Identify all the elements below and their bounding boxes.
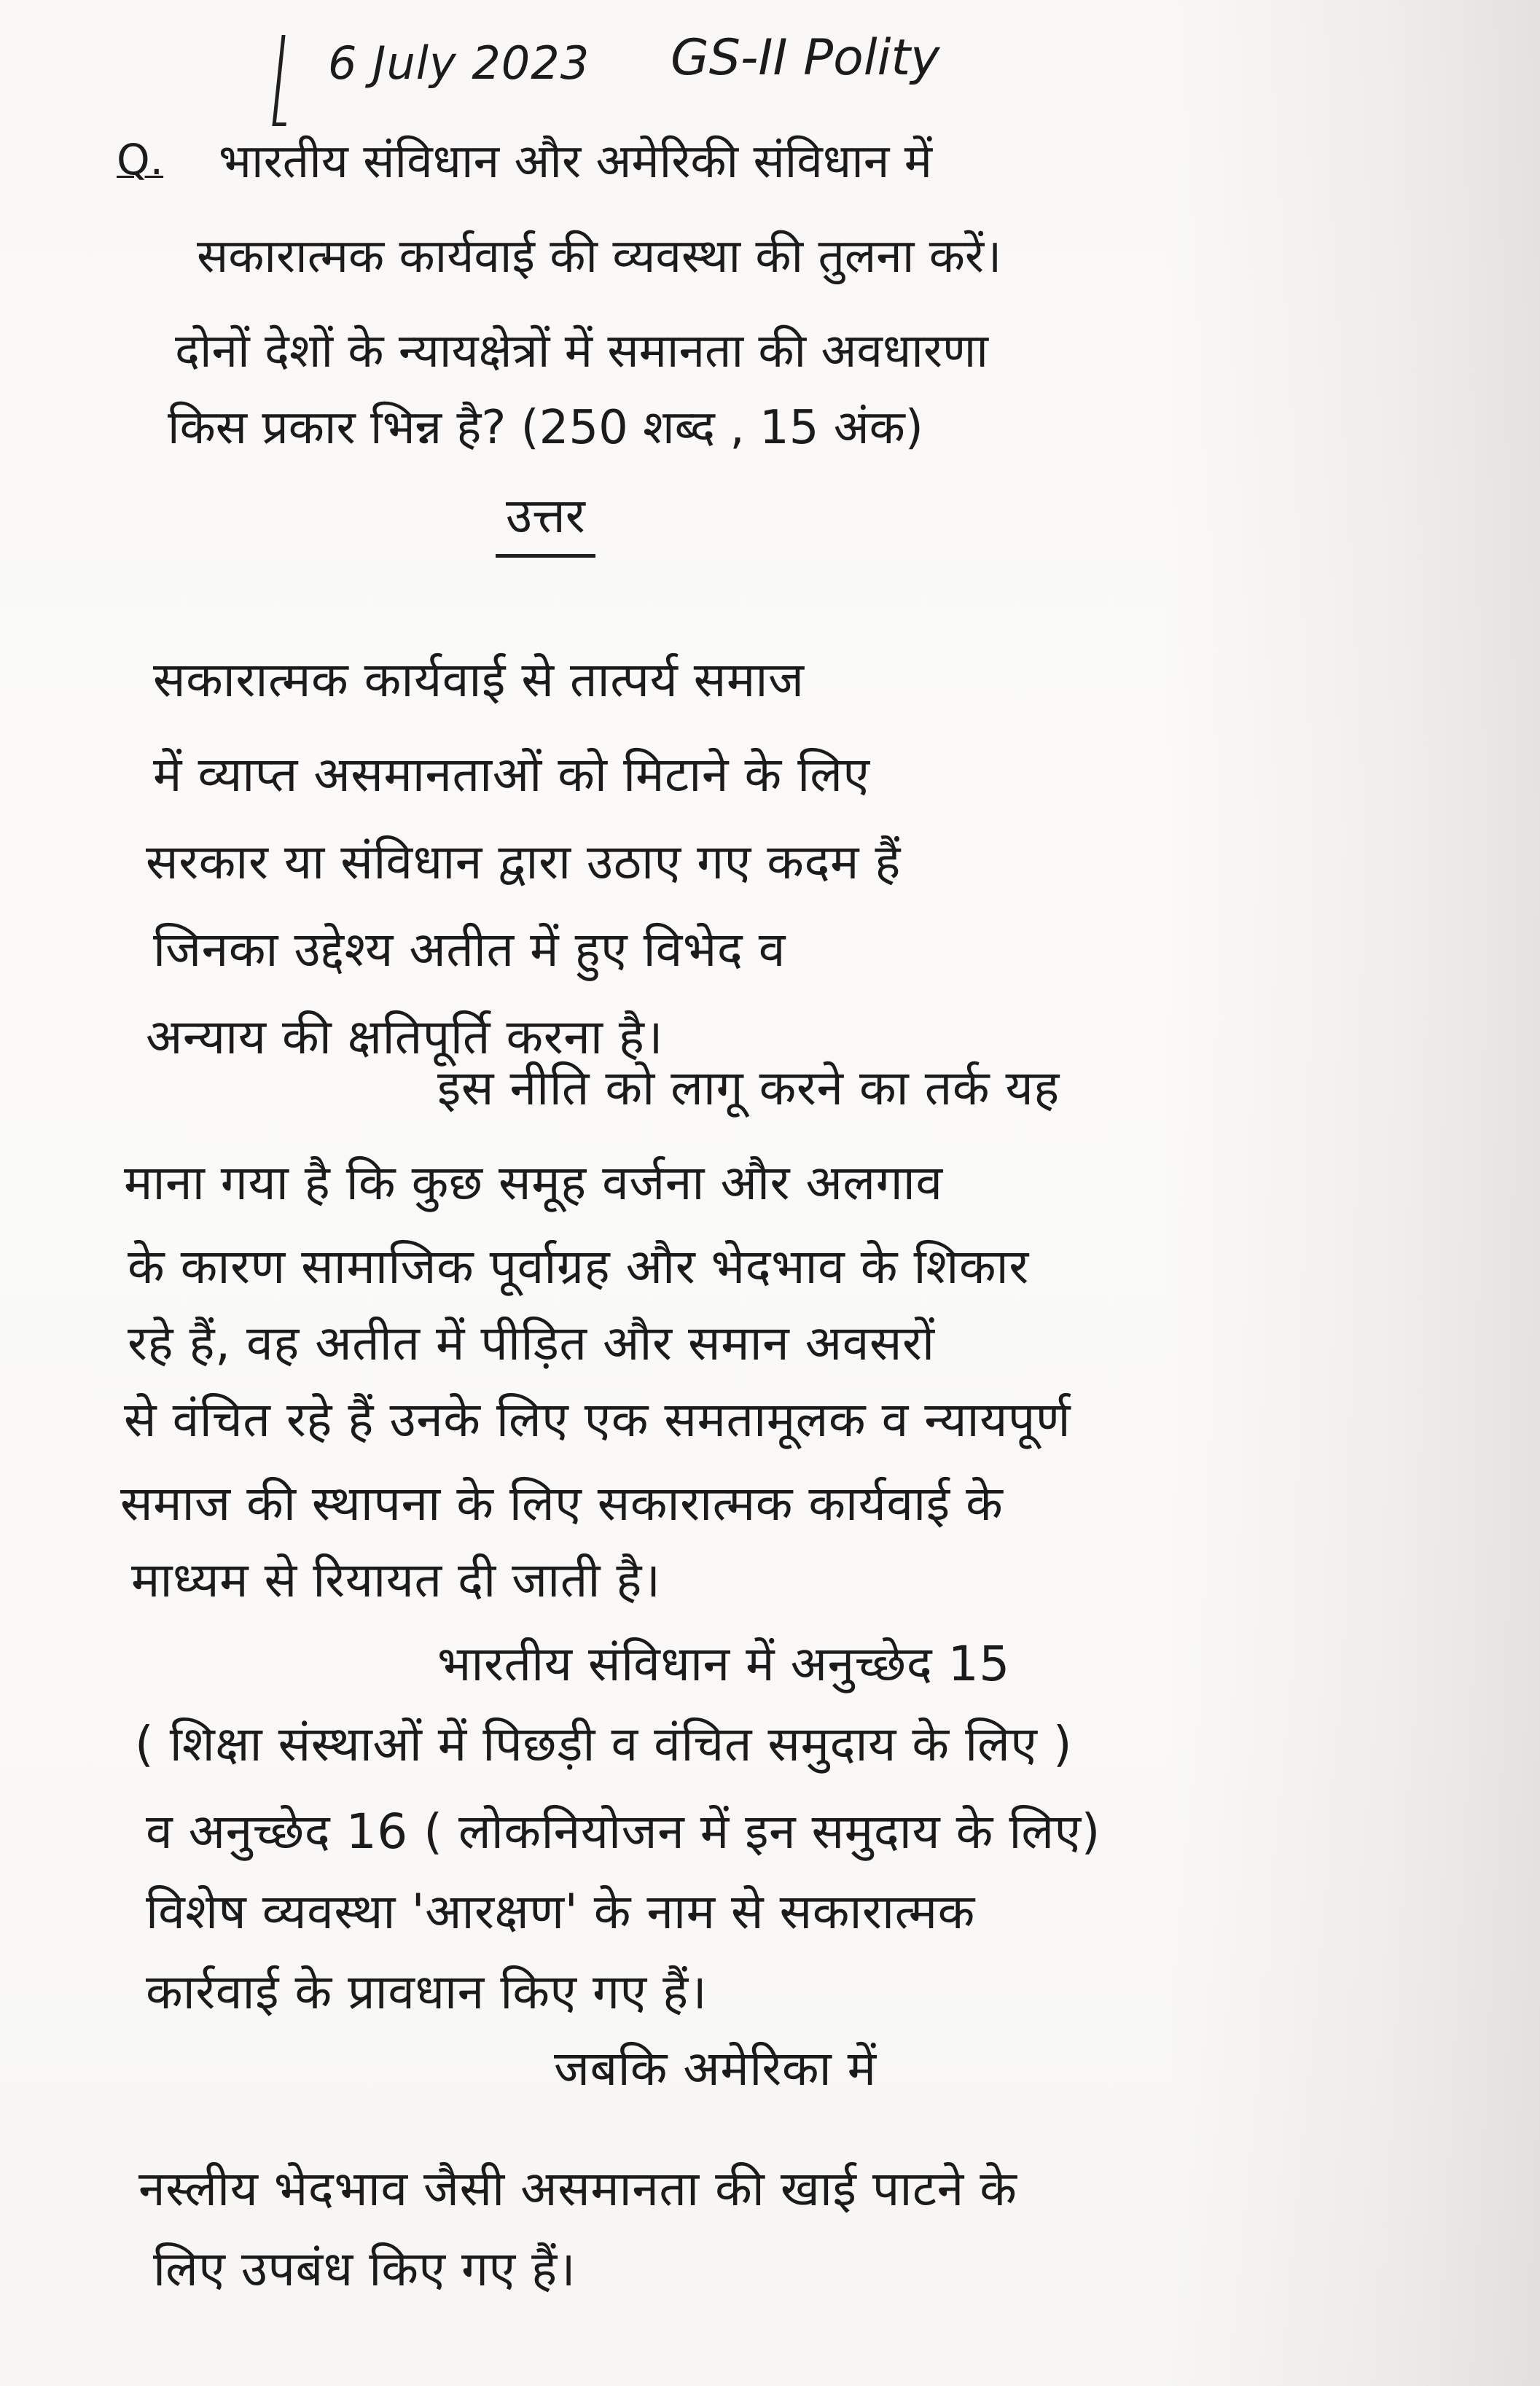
question-line: भारतीय संविधान और अमेरिकी संविधान में	[219, 135, 932, 189]
header-date: 6 July 2023	[328, 36, 590, 90]
answer-line: इस नीति को लागू करने का तर्क यह	[437, 1060, 1060, 1116]
answer-line: जबकि अमेरिका में	[554, 2040, 877, 2097]
answer-line: के कारण सामाजिक पूर्वाग्रह और भेदभाव के शिकार	[128, 1239, 1029, 1295]
header-bracket-mark	[272, 35, 295, 126]
answer-line: रहे हैं, वह अतीत में पीड़ित और समान अवसरों	[128, 1315, 935, 1371]
question-line: सकारात्मक कार्यवाई की व्यवस्था की तुलना करें।	[197, 230, 1002, 284]
answer-line: भारतीय संविधान में अनुच्छेद 15	[437, 1636, 1010, 1692]
question-line: दोनों देशों के न्यायक्षेत्रों में समानता की अवधारणा	[175, 324, 988, 378]
answer-line: ( शिक्षा संस्थाओं में पिछड़ी व वंचित समुदाय के लिए )	[135, 1716, 1073, 1772]
answer-line: से वंचित रहे हैं उनके लिए एक समतामूलक व न्यायपूर्ण	[124, 1392, 1071, 1448]
answer-heading: उत्तर	[496, 481, 595, 558]
answer-line: लिए उपबंध किए गए हैं।	[153, 2241, 576, 2297]
answer-line: में व्याप्त असमानताओं को मिटाने के लिए	[153, 746, 870, 803]
answer-line: सरकार या संविधान द्वारा उठाए गए कदम हैं	[146, 834, 901, 890]
question-line: किस प्रकार भिन्न है? (250 शब्द , 15 अंक)	[168, 401, 923, 455]
answer-line: समाज की स्थापना के लिए सकारात्मक कार्यवाई के	[120, 1475, 1004, 1532]
answer-line: अन्याय की क्षतिपूर्ति करना है।	[146, 1009, 663, 1065]
answer-line: जिनका उद्देश्य अतीत में हुए विभेद व	[153, 921, 786, 978]
answer-line: माध्यम से रियायत दी जाती है।	[131, 1552, 661, 1608]
answer-line: कार्रवाई के प्रावधान किए गए हैं।	[146, 1964, 708, 2020]
answer-line: नस्लीय भेदभाव जैसी असमानता की खाई पाटने के	[138, 2161, 1017, 2217]
question-label: Q.	[117, 135, 164, 184]
page-header	[277, 22, 1370, 117]
answer-line: माना गया है कि कुछ समूह वर्जना और अलगाव	[124, 1155, 943, 1211]
answer-line: व अनुच्छेद 16 ( लोकनियोजन में इन समुदाय के लिए)	[146, 1804, 1101, 1860]
answer-line: सकारात्मक कार्यवाई से तात्पर्य समाज	[153, 652, 805, 708]
header-subject: GS-II Polity	[671, 29, 940, 87]
answer-line: विशेष व्यवस्था 'आरक्षण' के नाम से सकारात्मक	[146, 1884, 975, 1940]
